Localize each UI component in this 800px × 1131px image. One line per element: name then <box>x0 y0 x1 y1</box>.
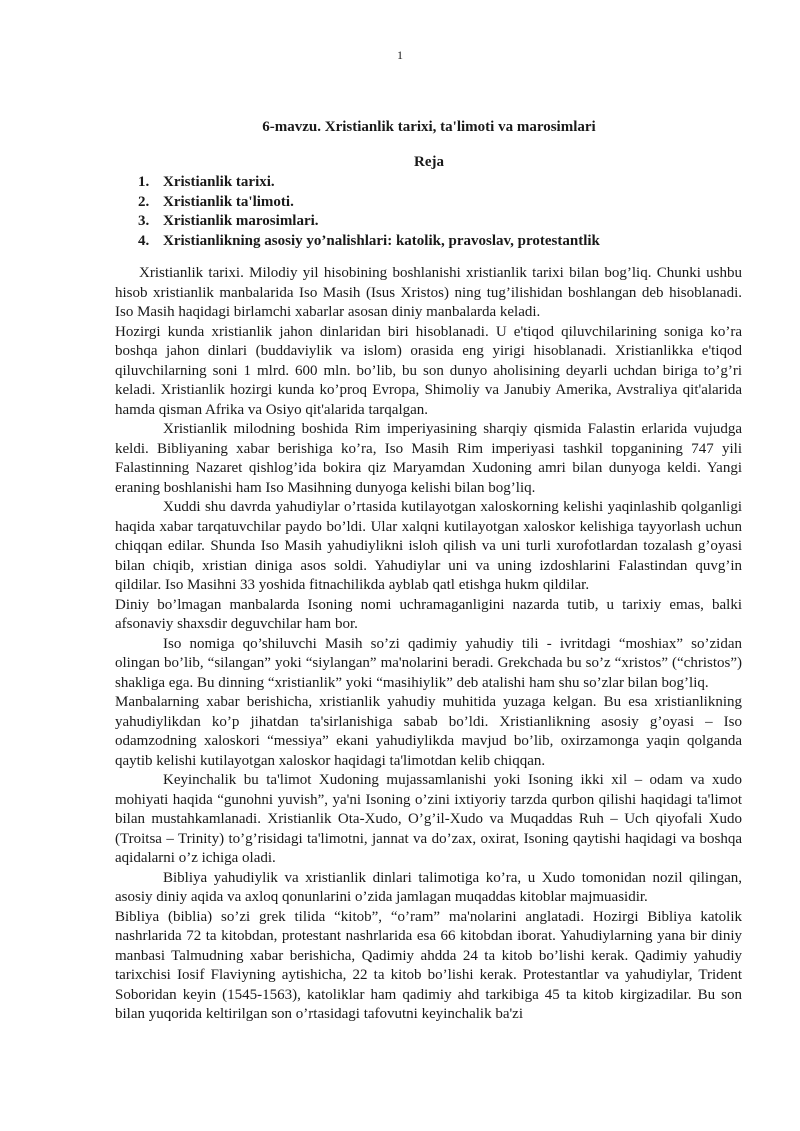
plan-item <box>138 212 600 232</box>
paragraph: Keyinchalik bu ta'limot Xudoning mujassamlanishi yoki Isoning ikki xil – odam va xudo mohiyati haqida “gunohni yuvish”, ya'ni Isoning o’zini ixtiyoriy tarzda qurbon qilishi haqidagi ta'limot bilan mustahkamlanadi. Xristianlik Ota-Xudo, O’g’il-Xudo va Muqaddas Ruh – Uch qiyofali Xudo (Troitsa – Trinity) to’g’risidagi ta'limotni, jannat va do’zax, oxirat, Isoning qaytishi haqidagi va boshqa aqidalarni o’z ichiga oladi. <box>115 772 742 866</box>
paragraph: Manbalarning xabar berishicha, xristianlik yahudiy muhitida yuzaga kelgan. Bu esa xristianlikning yahudiylikdan ko’p jihatdan ta'sirlanishiga sabab bo’ldi. Xristianlikning asosiy g’oyasi – Iso odamzodning xaloskori “messiya” ekani yahudiylikda mavjud bo’lib, oxirzamonga yaqin qolganda qaytib kelishi kutilayotgan xaloskor haqidagi ta'limotdan kelib chiqqan. <box>115 694 742 769</box>
paragraph: Bibliya yahudiylik va xristianlik dinlari talimotiga ko’ra, u Xudo tomonidan nozil qilingan, asosiy diniy aqida va axloq qonunlarini o’zida jamlagan muqaddas kitoblar majmuasidir. <box>115 869 742 905</box>
paragraph: Xristianlik milodning boshida Rim imperiyasining sharqiy qismida Falastin erlarida vujudga keldi. Bibliyaning xabar berishiga ko’ra, Iso Masih Rim imperiyasi tashkil topganining 747 yili Falastinning Nazaret qishlog’ida bokira qiz Maryamdan Xudoning amri bilan dunyoga keldi. Yangi eraning boshlanishi ham Iso Masihning dunyoga kelishi bilan bog’liq. <box>115 421 742 496</box>
plan-item-text: Xristianlik tarixi. <box>163 174 275 190</box>
plan-item <box>138 232 600 252</box>
plan-item-number: 4. <box>138 232 150 249</box>
plan-item-text: Xristianlik ta'limoti. <box>163 193 294 210</box>
plan-item <box>138 193 600 213</box>
plan-item-text: Xristianlik marosimlari. <box>163 213 319 229</box>
document-title: 6-mavzu. Xristianlik tarixi, ta'limoti va marosimlari <box>262 119 596 135</box>
body-text <box>115 264 742 1025</box>
page-number: 1 <box>397 48 403 62</box>
plan-item-number: 2. <box>138 193 150 210</box>
plan-list <box>138 173 600 251</box>
plan-item-number: 3. <box>138 213 150 229</box>
paragraph: Hozirgi kunda xristianlik jahon dinlaridan biri hisoblanadi. U e'tiqod qiluvchilarining soniga ko’ra boshqa jahon dinlari (buddaviylik va islom) orasida eng yirigi hisoblanadi. Xristianlikka e'tiqod qiluvchilarning soni 1 mlrd. 600 mln. bo’lib, bu son dunyo aholisining deyarli uchdan biriga to’g’ri keladi. Xristianlik hozirgi kunda ko’proq Evropa, Shimoliy va Janubiy Amerika, Avstraliya qit'alarida hamda qisman Afrika va Osiyo qit'alarida tarqalgan. <box>115 323 742 418</box>
plan-item-number: 1. <box>138 174 150 190</box>
paragraph: Iso nomiga qo’shiluvchi Masih so’zi qadimiy yahudiy tili - ivritdagi “moshiax” so’zidan olingan bo’lib, “silangan” yoki “siylangan” ma'nolarini beradi. Grekchada bu so’z “xristos” (“christos”) shakliga ega. Bu dinning “xristianlik” yoki “masihiylik” deb atalishi ham shu so’zlar bilan bog’liq. <box>115 635 742 691</box>
plan-item-text: Xristianlikning asosiy yo’nalishlari: katolik, pravoslav, protestantlik <box>163 232 600 249</box>
paragraph: Bibliya (biblia) so’zi grek tilida “kitob”, “o’ram” ma'nolarini anglatadi. Hozirgi Bibliya katolik nashrlarida 72 ta kitobdan, protestant nashrlarida esa 66 kitobdan iborat. Yahudiylarning yana bir diniy manbasi Talmudning xabar berishicha, Qadimiy ahdda 24 ta kitob bo’lishi kerak. Qadimiy yahudiy tarixchisi Iosif Flaviyning aytishicha, 22 ta kitob bo’lishi kerak. Protestantlar va yahudiylar, Trident Soboridan keyin (1545-1563), katoliklar ham qadimiy ahd tarkibiga 45 ta kitob kirgizadilar. Bu son bilan yuqorida keltirilgan son o’rtasidagi tafovutni keyinchalik ba'zi <box>115 908 742 1022</box>
paragraph: Diniy bo’lmagan manbalarda Isoning nomi uchramaganligini nazarda tutib, u tarixiy emas, balki afsonaviy shaxsdir deguvchilar ham bor. <box>115 596 742 632</box>
paragraph: Xuddi shu davrda yahudiylar o’rtasida kutilayotgan xaloskorning kelishi yaqinlashib qolganligi haqida xabar tarqatuvchilar paydo bo’ldi. Ular xalqni kutilayotgan xaloskor kelishiga tayyorlash uchun chiqqan edilar. Shunda Iso Masih yahudiylikni isloh qilish va uni turli xurofotlardan tozalash g’oyasi bilan chiqib, xristian diniga asos soldi. Yahudiylar uni va uning izdoshlarini Falastindan quvg’in qildilar. Iso Masihni 33 yoshida fitnachilikda ayblab qatl etishga hukm qildilar. <box>115 499 742 593</box>
plan-heading: Reja <box>414 154 444 170</box>
paragraph: Xristianlik tarixi. Milodiy yil hisobining boshlanishi xristianlik tarixi bilan bog’liq. Chunki ushbu hisob xristianlik manbalarida Iso Masih (Isus Xristos) ning tug’ilishidan boshlangan deb hisoblanadi. Iso Masih haqidagi birlamchi xabarlar asosan diniy manbalarda keladi. <box>115 265 742 320</box>
plan-item <box>138 173 600 193</box>
